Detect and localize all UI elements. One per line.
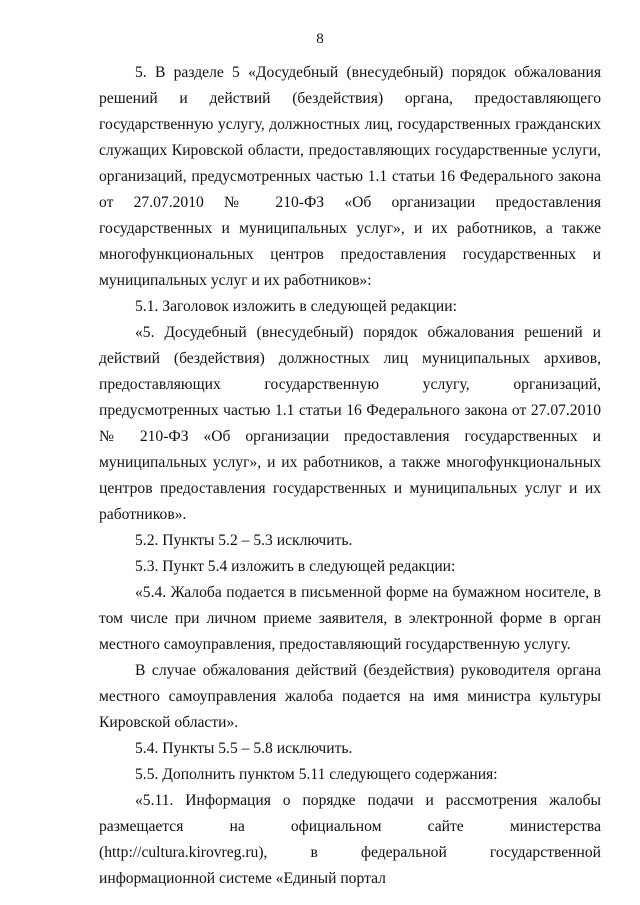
paragraph-section-5-intro: 5. В разделе 5 «Досудебный (внесудебный) порядок обжалования решений и действий (бездействия) органа, предоставляющего государственную услугу, должностных лиц, государственных гражданских служащих Кировской области, предоставляющих государственные услуги, организаций, предусмотренных частью 1.1 статьи 16 Федерального закона от 27.07.2010 № 210-ФЗ «Об организации предоставления государственных и муниципальных услуг», и их работников, а также многофункциональных центров предоставления государственных и муниципальных услуг и их работников»: — [99, 64, 601, 289]
paragraph-5-1-text: «5. Досудебный (внесудебный) порядок обжалования решений и действий (бездействия) должностных лиц муниципальных архивов, предоставляющих государственную услугу, организаций, предусмотренных частью 1.1 статьи 16 Федерального закона от 27.07.2010 № 210-ФЗ «Об организации предоставления государственных и муниципальных услуг», и их работников, а также многофункциональных центров предоставления государственных и муниципальных услуг и их работников». — [99, 324, 601, 523]
paragraph-5-11-text: «5.11. Информация о порядке подачи и рассмотрения жалобы размещается на официальном сайте министерства (http://cultura.kirovreg.ru), в федеральной государственной информационной системе «Единый портал — [99, 792, 601, 887]
paragraph-5-3: 5.3. Пункт 5.4 изложить в следующей редакции: — [135, 558, 456, 575]
page-number: 8 — [316, 31, 324, 47]
paragraph-5-4-text: «5.4. Жалоба подается в письменной форме на бумажном носителе, в том числе при личном приеме заявителя, в электронной форме в орган местного самоуправления, предоставляющий государственную услугу. — [99, 584, 601, 653]
document-body — [99, 60, 601, 892]
paragraph-5-2: 5.2. Пункты 5.2 – 5.3 исключить. — [135, 532, 353, 549]
paragraph-5-1: 5.1. Заголовок изложить в следующей редакции: — [135, 298, 457, 315]
paragraph-appeal-minister: В случае обжалования действий (бездействия) руководителя органа местного самоуправления жалоба подается на имя министра культуры Кировской области». — [99, 662, 601, 731]
paragraph-5-4: 5.4. Пункты 5.5 – 5.8 исключить. — [135, 740, 353, 757]
paragraph-5-5: 5.5. Дополнить пунктом 5.11 следующего содержания: — [135, 766, 498, 783]
